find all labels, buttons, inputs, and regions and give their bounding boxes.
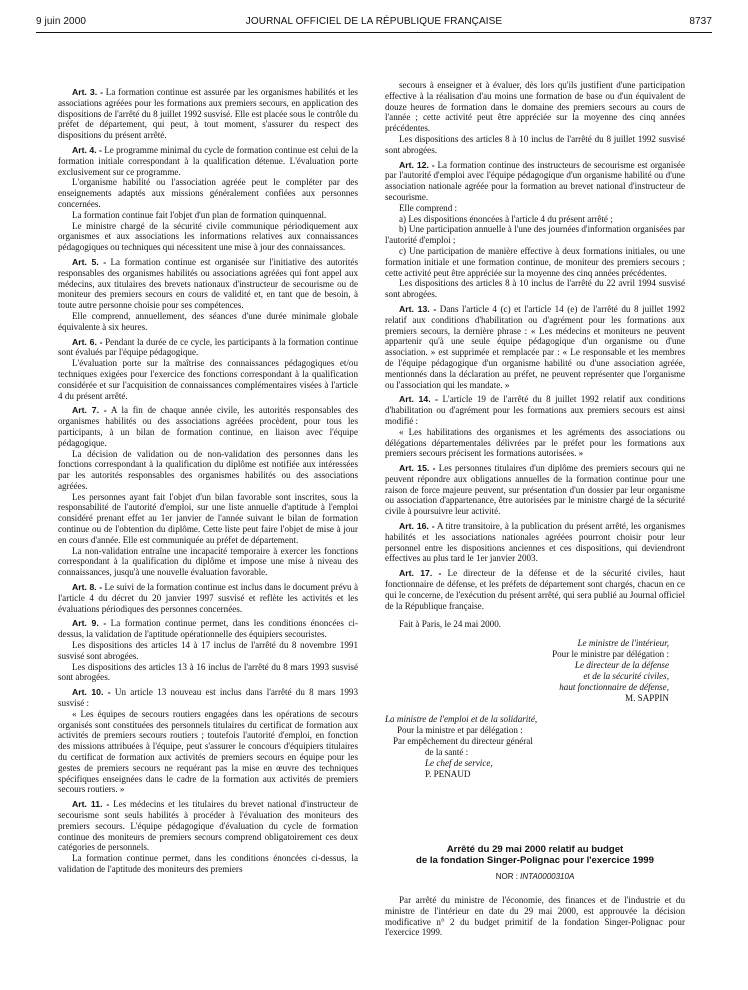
paragraph-text: Pendant la durée de ce cycle, les participants à la formation continue sont évalués par l'équipe pédagogique. — [58, 336, 358, 358]
article-label: Art. 5. - — [72, 256, 107, 267]
signature-line: haut fonctionnaire de défense, — [559, 682, 669, 693]
paragraph-text: L'organisme habilité ou l'association agréée peut le compléter par des enseignements adaptés aux missions généralement confiées aux personnes concernées. — [58, 177, 358, 209]
paragraph-text: La non-validation entraîne une incapacité temporaire à exercer les fonctions correspondant à la qualification du diplôme et impose une mise à niveau des connaissances, jusqu'à une nouvelle évaluation favorable. — [58, 545, 358, 578]
article-label: Art. 10. - — [72, 687, 111, 698]
paragraph — [58, 492, 358, 546]
paragraph-text: La formation continue des instructeurs de secourisme est organisée par l'autorité d'emploi avec l'équipe pédagogique d'un organisme habilité ou d'une association nationale agréée pour la formation au brevet national d'instructeur de secourisme. — [385, 159, 685, 202]
paragraph-text: Les personnes titulaires d'un diplôme des premiers secours qui ne peuvent répondre aux obligations annuelles de la formation continue pour une raison de force majeure peuvent, sur présentation d'un dossier par leur organisme ou association d'appartenance, être autorisées par le ministre chargé de la sécurité civile à poursuivre leur activité. — [385, 463, 685, 517]
article-label: Art. 14. - — [399, 394, 439, 405]
paragraph-text: Le programme minimal du cycle de formation continue est celui de la formation initiale correspondant à la qualification détenue. L'évaluation porte exclusivement sur ce programme. — [58, 144, 358, 177]
paragraph-text: La décision de validation ou de non-validation des personnes dans les fonctions correspondant à la qualification du diplôme est notifiée aux intéressées par les autorités responsables des organismes habilités ou des associations agréées. — [58, 448, 358, 491]
paragraph-text: Elle comprend, annuellement, des séances d'une durée minimale globale équivalente à six heures. — [58, 310, 358, 332]
paragraph — [58, 709, 358, 795]
nor-reference — [385, 872, 685, 883]
paragraph — [58, 177, 358, 209]
paragraph-text: Les personnes ayant fait l'objet d'un bilan favorable sont inscrites, sous la responsabilité de l'autorité d'emploi, sur une liste annuelle d'aptitude à l'emploi considéré prenant effet au 1er janvier de l'année suivant le bilan de formation continue ou de l'obtention du diplôme. Cette liste peut faire l'objet de mise à jour en cours d'année. Elle est communiquée au préfet de département. — [58, 491, 358, 545]
article-label: Art. 12. - — [399, 159, 435, 170]
paragraph — [385, 427, 685, 459]
paragraph-text: La formation continue fait l'objet d'un plan de formation quinquennal. — [72, 209, 327, 220]
paragraph — [58, 449, 358, 492]
article-label: Art. 11. - — [72, 799, 110, 810]
page-header — [36, 10, 712, 32]
paragraph — [385, 134, 685, 156]
decree-title-line: de la fondation Singer-Polignac pour l'exercice 1999 — [416, 855, 654, 867]
paragraph-text: La formation continue permet, dans les conditions énoncées ci-dessus, la validation de l'aptitude des moniteurs des premiers — [58, 853, 358, 874]
paragraph-text: A la fin de chaque année civile, les autorités responsables des organismes habilités ou des associations agréées procèdent, pour tous les participants, à un bilan de formation continue, en liaison avec l'équipe pédagogique. — [58, 405, 358, 448]
signature-line: Le chef de service, — [425, 758, 493, 769]
article-label: Art. 9. - — [72, 618, 107, 629]
place-and-date: Fait à Paris, le 24 mai 2000. — [399, 619, 502, 630]
decree-title — [385, 844, 685, 866]
paragraph — [58, 221, 358, 253]
decree-title-line: Arrêté du 29 mai 2000 relatif au budget — [446, 844, 624, 856]
signature-line: et de la sécurité civiles, — [583, 671, 669, 682]
signatory-name: P. PENAUD — [425, 769, 471, 780]
article-paragraph — [58, 87, 358, 141]
article-paragraph — [58, 145, 358, 177]
article-paragraph — [385, 304, 685, 390]
paragraph — [385, 278, 685, 300]
signature-interior — [385, 638, 685, 704]
paragraph-text: Les dispositions des articles 8 à 10 inclus de l'arrêté du 22 avril 1994 susvisé sont abrogées. — [385, 278, 685, 300]
article-paragraph — [58, 799, 358, 853]
paragraph-text: L'article 19 de l'arrêté du 8 juillet 1992 relatif aux conditions d'habilitation ou d'agrément pour les formations aux premiers secours est ainsi modifié : — [385, 394, 685, 426]
paragraph-text: secours à enseigner et à évaluer, dès lors qu'ils justifient d'une participation effective à la réalisation d'au moins une formation de base ou d'un équivalent de douze heures de formation dans le domaine des premiers secours au cours de l'année ; cette activité peut être appréciée sur la moyenne des cinq années précédentes. — [385, 80, 685, 134]
paragraph-text: Les dispositions des articles 13 à 16 inclus de l'arrêté du 8 mars 1993 susvisé sont abrogées. — [58, 661, 358, 683]
paragraph-text: c) Une participation de manière effective à deux formations initiales, ou une formation initiale et une formation continue, de moniteur des premiers secours ; cette activité peut être appréciée sur la moyenne des cinq années précédentes. — [385, 245, 685, 278]
paragraph-text: Dans l'article 4 (c) et l'article 14 (e) de l'arrêté du 8 juillet 1992 relatif aux conditions d'habilitation ou d'agrément pour les formations aux premiers secours, la dernière phrase : « Les médecins et moniteurs ne peuvent appartenir qu'à une seule équipe pédagogique d'un organisme ou d'une association. » est supprimée et remplacée par : « Le responsable et les membres de l'équipe pédagogique d'un organisme habilité ou d'une association agréée, mentionnés dans la déclaration au préfet, ne peuvent représenter que l'organisme ou l'association qui les mandate. » — [385, 303, 686, 390]
paragraph-text: Le directeur de la défense et de la sécurité civiles, haut fonctionnaire de défense, et les préfets de département sont chargés, chacun en ce qui le concerne, de l'exécution du présent arrêté, qui sera publié au Journal officiel de la République française. — [385, 568, 685, 611]
article-label: Art. 16. - — [399, 521, 435, 532]
paragraph — [385, 246, 685, 278]
signatory-name: M. SAPPIN — [625, 693, 669, 704]
signature-employment — [385, 714, 685, 780]
header-rule — [36, 32, 712, 33]
article-paragraph — [385, 568, 685, 611]
paragraph-text: La formation continue permet, dans les conditions énoncées ci-dessus, la validation de l'aptitude opérationnelle des équipiers secouristes. — [58, 618, 358, 640]
signature-line: Par empêchement du directeur général — [393, 736, 533, 747]
paragraph — [58, 853, 358, 875]
header-date: 9 juin 2000 — [36, 15, 87, 27]
paragraph-text: « Les habilitations des organismes et les agréments des associations ou délégations départementales délivrées par le préfet pour les formations aux premiers secours précisent les formations autorisées. » — [385, 426, 685, 459]
left-column — [58, 83, 358, 875]
paragraph-text: Les médecins et les titulaires du brevet national d'instructeur de secourisme sont seuls habilités à procéder à l'évaluation des moniteurs des premiers secours. L'équipe pédagogique d'évaluation du cycle de formation continue des moniteurs de premiers secours comprend obligatoirement ces deux catégories de personnels. — [58, 799, 358, 853]
decree-body: Par arrêté du ministre de l'économie, des finances et de l'industrie et du ministre de l'intérieur en date du 29 mai 2000, est approuvée la décision modificative n° 2 du budget primitif de la fondation Singer-Polignac pour l'exercice 1999. — [385, 895, 685, 938]
article-paragraph — [58, 687, 358, 709]
article-label: Art. 8. - — [72, 582, 103, 593]
paragraph-text: Les dispositions des articles 14 à 17 inclus de l'arrêté du 8 novembre 1991 susvisé sont abrogées. — [58, 640, 358, 661]
paragraph-text: b) Une participation annuelle à l'une des journées d'information organisées par l'autorité d'emploi ; — [385, 224, 685, 246]
article-label: Art. 3. - — [72, 87, 103, 97]
paragraph-text: La formation continue est assurée par les organismes habilités et les associations agréées pour les formations aux premiers secours, en application des dispositions de l'arrêté du 8 juillet 1992 susvisé. Elle est placée sous le contrôle du préfet de département, qui peut, à tout moment, s'assurer du respect des dispositions du présent arrêté. — [58, 87, 358, 141]
header-page-number: 8737 — [689, 15, 712, 27]
paragraph — [58, 210, 358, 221]
signature-line: de la santé : — [425, 747, 469, 758]
paragraph-text: Les dispositions des articles 8 à 10 inclus de l'arrêté du 8 juillet 1992 susvisé sont abrogées. — [385, 133, 685, 155]
article-label: Art. 7. - — [72, 405, 107, 416]
paragraph-text: a) Les dispositions énoncées à l'article 4 du présent arrêté ; — [399, 213, 613, 224]
article-label: Art. 15. - — [399, 463, 436, 474]
article-paragraph — [58, 337, 358, 359]
left-paragraphs — [58, 87, 358, 875]
paragraph — [385, 203, 685, 214]
paragraph-text: Le ministre chargé de la sécurité civile communique périodiquement aux organismes et aux associations les informations relatives aux connaissances pédagogiques ou techniques qui nécessitent une mise à jour des connaissances. — [58, 220, 358, 253]
nor-code: INTA0000310A — [520, 872, 575, 882]
signature-line: Le directeur de la défense — [574, 660, 669, 671]
article-label: Art. 6. - — [72, 336, 103, 347]
article-paragraph — [58, 582, 358, 614]
signature-line: Pour le ministre par délégation : — [552, 649, 669, 660]
article-paragraph — [58, 618, 358, 640]
paragraph — [385, 224, 685, 246]
article-paragraph — [58, 257, 358, 311]
paragraph-text: A titre transitoire, à la publication du présent arrêté, les organismes habilités et les associations nationales agréées pourront choisir pour leur personnel entre les dispositions anciennes et ces dispositions, qui deviendront effectives au plus tard le 1er janvier 2003. — [385, 521, 685, 564]
signature-line: Pour la ministre et par délégation : — [397, 725, 523, 736]
paragraph — [58, 358, 358, 401]
paragraph-text: « Les équipes de secours routiers engagées dans les opérations de secours organisés sont constituées des personnels titulaires du certificat de formation aux activités de premiers secours routiers ; toutefois l'autorité d'emploi, en fonction des missions attribuées à l'équipe, peut s'assurer le concours d'équipiers titulaires du certificat de formation aux activités de premiers secours en équipe pour les gestes de premiers secours ne requérant pas la mise en œuvre des techniques spécifiques enseignées dans le cadre de la formation aux activités de premiers secours routiers. » — [58, 708, 358, 795]
paragraph-text: La formation continue est organisée sur l'initiative des autorités responsables des organismes habilités ou associations agréées qui font appel aux médecins, aux titulaires des brevets nationaux d'instructeur de secourisme ou de moniteur des premiers secours en cours de validité et, en tant que de besoin, à toute autre personne choisie pour ses compétences. — [58, 256, 359, 311]
paragraph-text: Le suivi de la formation continue est inclus dans le document prévu à l'article 4 du décret du 20 janvier 1997 susvisé et reflète les activités et les évaluations périodiques des personnes concernées. — [58, 582, 358, 614]
article-paragraph — [58, 405, 358, 448]
article-paragraph — [385, 463, 685, 517]
paragraph-text: Un article 13 nouveau est inclus dans l'arrêté du 8 mars 1993 susvisé : — [58, 687, 358, 709]
paragraph — [58, 546, 358, 578]
right-column — [385, 80, 685, 938]
paragraph-text: L'évaluation porte sur la maîtrise des connaissances pédagogiques et/ou techniques exigées pour l'exercice des fonctions correspondant à la qualification considérée et sur l'acquisition de connaissances complémentaires visées à l'article 4 du présent arrêté. — [58, 358, 358, 401]
paragraph — [385, 214, 685, 225]
article-paragraph — [385, 160, 685, 203]
paragraph — [58, 662, 358, 684]
header-title: JOURNAL OFFICIEL DE LA RÉPUBLIQUE FRANÇAISE — [245, 15, 503, 27]
paragraph — [58, 311, 358, 333]
nor-label: NOR : — [495, 872, 521, 882]
right-paragraphs — [385, 80, 685, 611]
signature-line: La ministre de l'emploi et de la solidarité, — [385, 714, 538, 725]
paragraph-text: Elle comprend : — [399, 202, 458, 213]
paragraph — [58, 640, 358, 662]
signature-line: Le ministre de l'intérieur, — [577, 638, 669, 649]
article-label: Art. 4. - — [72, 144, 102, 155]
article-label: Art. 17. - — [399, 568, 442, 579]
article-label: Art. 13. - — [399, 303, 437, 314]
article-paragraph — [385, 521, 685, 564]
article-paragraph — [385, 394, 685, 426]
paragraph — [385, 80, 685, 134]
